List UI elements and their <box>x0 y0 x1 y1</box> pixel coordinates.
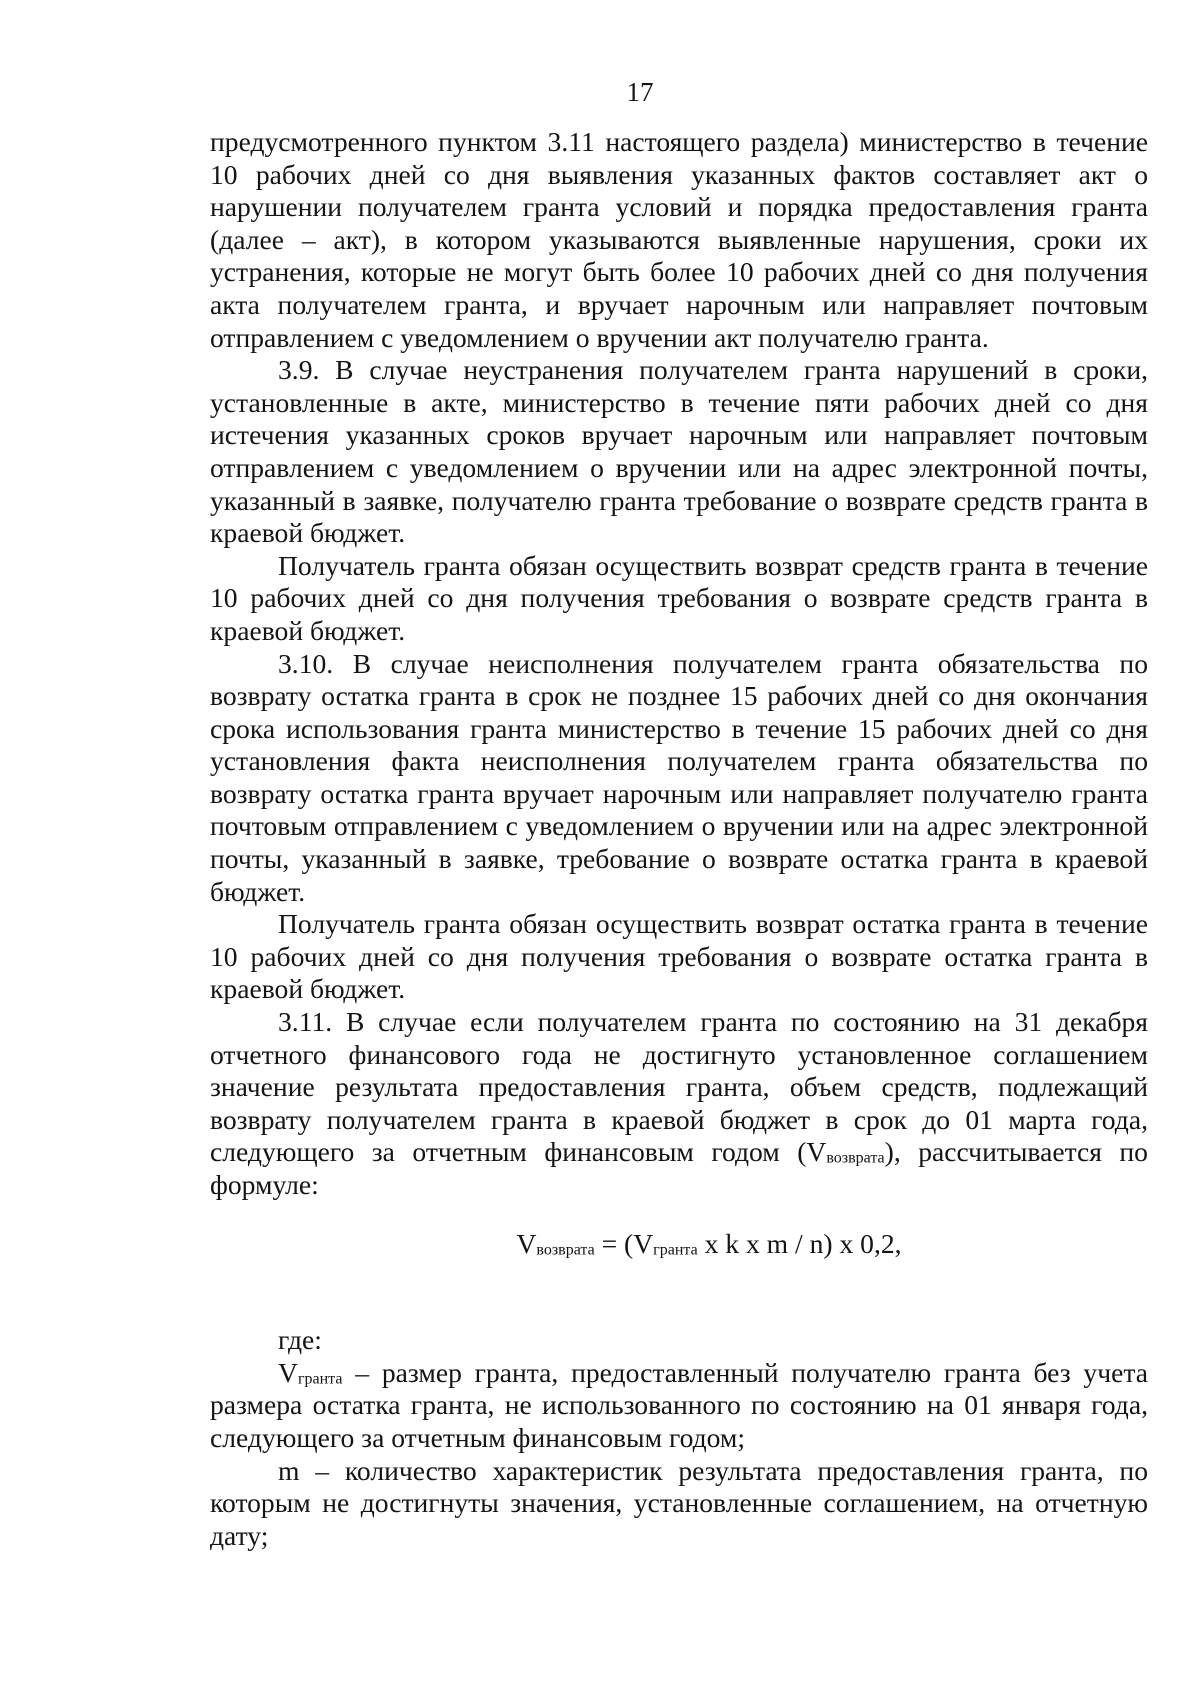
return-formula <box>210 1228 1148 1261</box>
formula-eq: = (V <box>594 1227 654 1259</box>
formula-v: V <box>516 1227 537 1259</box>
page-number: 17 <box>626 77 654 107</box>
definition-v-text: – размер гранта, предоставленный получателю гранта без учета размера остатка гранта, не использованного по состоянию на 01 января года, следующего за отчетным финансовым годом; <box>210 1356 1148 1453</box>
paragraph-3-11-text: 3.11. В случае если получателем гранта по состоянию на 31 декабря отчетного финансового года не достигнуто установленное соглашением значение результата предоставления гранта, объем средств, подлежащий возврату получателем гранта в краевой бюджет в срок до 01 марта года, следующего за отчетным финансовым годом (V <box>210 1006 1148 1168</box>
where-label: где: <box>278 1324 322 1356</box>
paragraph-3-11-tail: ), рассчитывается по формуле: <box>210 1136 1148 1200</box>
definition-m: m – количество характеристик результата предоставления гранта, по которым не достигнуты значения, установленные соглашением, на отчетную дату; <box>210 1454 1148 1551</box>
formula-sub-return: возврата <box>536 1241 595 1259</box>
document-body <box>210 126 1148 1552</box>
paragraph-grant-return: Получатель гранта обязан осуществить возврат средств гранта в течение 10 рабочих дней со дня получения требования о возврате средств гранта в краевой бюджет. <box>210 549 1148 646</box>
paragraph-3-9: 3.9. В случае неустранения получателем гранта нарушений в сроки, установленные в акте, министерство в течение пяти рабочих дней со дня истечения указанных сроков вручает нарочным или направляет почтовым отправлением с уведомлением о вручении или на адрес электронной почты, указанный в заявке, получателю гранта требование о возврате средств гранта в краевой бюджет. <box>210 354 1148 549</box>
formula-sub-grant: гранта <box>653 1241 698 1259</box>
definition-v-grant <box>210 1357 1148 1455</box>
paragraph-3-11 <box>210 1006 1148 1202</box>
paragraph-continuation: предусмотренного пунктом 3.11 настоящего раздела) министерство в течение 10 рабочих дней со дня выявления указанных фактов составляет акт о нарушении получателем гранта условий и порядка предоставления гранта (далее – акт), в котором указываются выявленные нарушения, сроки их устранения, которые не могут быть более 10 рабочих дней со дня получения акта получателем гранта, и вручает нарочным или направляет почтовым отправлением с уведомлением о вручении акт получателю гранта. <box>210 126 1148 353</box>
paragraph-3-10: 3.10. В случае неисполнения получателем гранта обязательства по возврату остатка гранта в срок не позднее 15 рабочих дней со дня окончания срока использования гранта министерство в течение 15 рабочих дней со дня установления факта неисполнения получателем гранта обязательства по возврату остатка гранта вручает нарочным или направляет получателю гранта почтовым отправлением с уведомлением о вручении или на адрес электронной почты, указанный в заявке, требование о возврате остатка гранта в краевой бюджет. <box>210 647 1148 907</box>
definition-v-sub: гранта <box>297 1370 343 1388</box>
subscript-return: возврата <box>826 1150 885 1167</box>
formula-rest: x k x m / n) x 0,2, <box>697 1227 902 1259</box>
definition-v-symbol: V <box>278 1356 298 1388</box>
paragraph-balance-return: Получатель гранта обязан осуществить возврат остатка гранта в течение 10 рабочих дней со дня получения требования о возврате остатка гранта в краевой бюджет. <box>210 908 1148 1005</box>
